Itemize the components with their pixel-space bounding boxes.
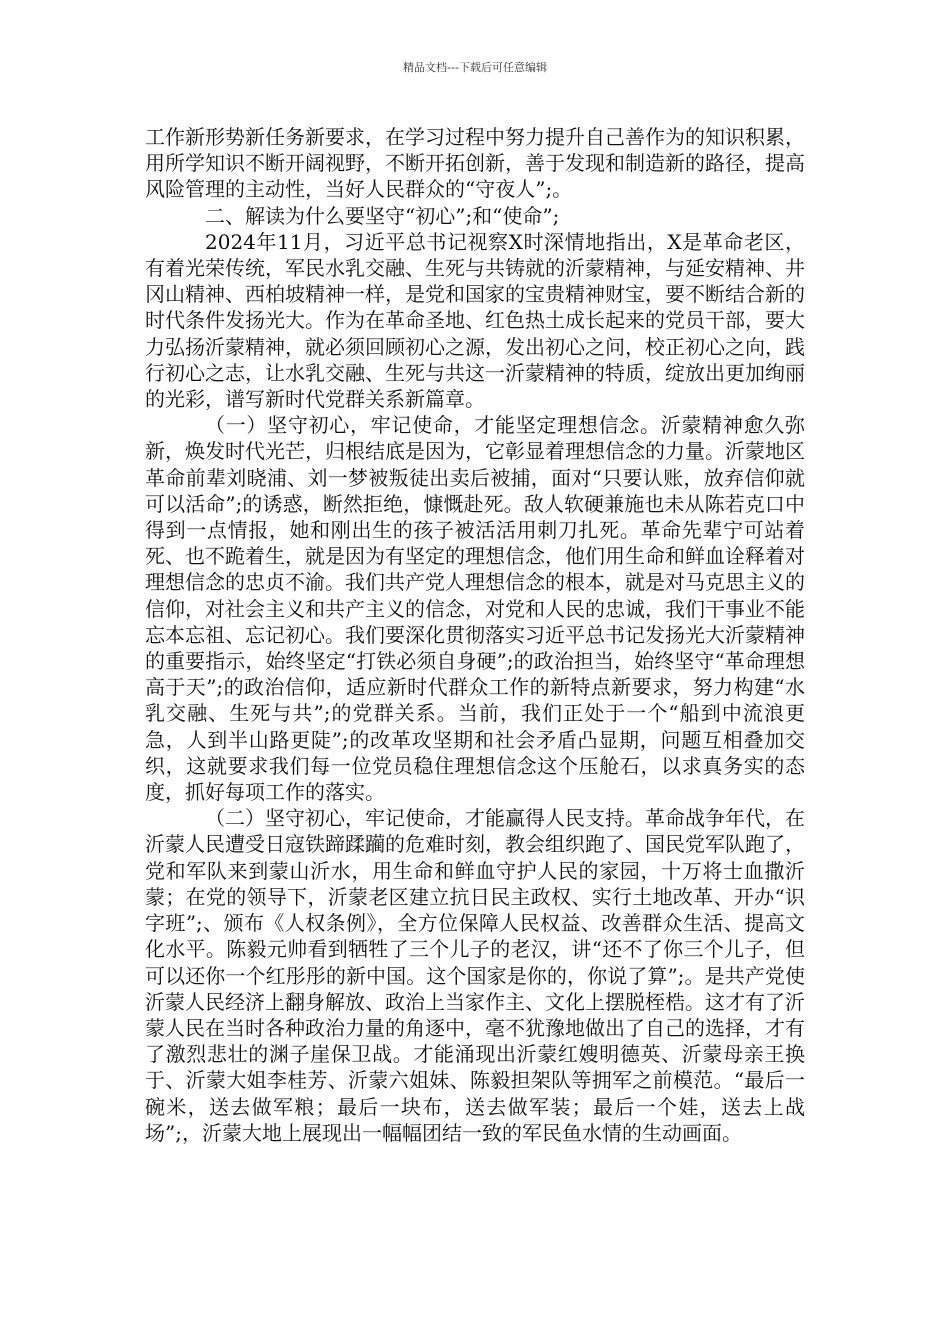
paragraph-point-two: （二）坚守初心，牢记使命，才能赢得人民支持。革命战争年代，在沂蒙人民遭受日寇铁蹄蹂躏的危难时刻，教会组织跑了、国民党军队跑了，党和军队来到蒙山沂水，用生命和鲜血守护人民的家园，十万将士血撒沂蒙；在党的领导下，沂蒙老区建立抗日民主政权、实行土地改革、开办“识字班”;、颁布《人权条例》，全方位保障人民权益、改善群众生活、提高文化水平。陈毅元帅看到牺牲了三个儿子的老汉，讲“还不了你三个儿子，但可以还你一个红彤彤的新中国。这个国家是你的，你说了算”;。是共产党使沂蒙人民经济上翻身解放、政治上当家作主、文化上摆脱桎梏。这才有了沂蒙人民在当时各种政治力量的角逐中，毫不犹豫地做出了自己的选择，才有了激烈悲壮的渊子崖保卫战。才能涌现出沂蒙红嫂明德英、沂蒙母亲王换于、沂蒙大姐李桂芳、沂蒙六姐妹、陈毅担架队等拥军之前模范。“最后一碗米，送去做军粮；最后一块布，送去做军装；最后一个娃，送去上战场”;，沂蒙大地上展现出一幅幅团结一致的军民鱼水情的生动画面。: [145, 806, 805, 1145]
paragraph-continuation: 工作新形势新任务新要求，在学习过程中努力提升自己善作为的知识积累，用所学知识不断开阔视野，不断开拓创新，善于发现和制造新的路径，提高风险管理的主动性，当好人民群众的“守夜人”;。: [145, 125, 805, 202]
page-header: 精品文档---下载后可任意编辑: [403, 61, 547, 74]
document-body: [145, 124, 805, 1146]
section-heading: 二、解读为什么要坚守“初心”;和“使命”;: [205, 203, 560, 228]
paragraph-point-one: （一）坚守初心，牢记使命，才能坚定理想信念。沂蒙精神愈久弥新，焕发时代光芒，归根结底是因为，它彰显着理想信念的力量。沂蒙地区革命前辈刘晓浦、刘一梦被叛徒出卖后被捕，面对“只要认账，放弃信仰就可以活命”;的诱惑，断然拒绝，慷慨赴死。敌人软硬兼施也未从陈若克口中得到一点情报，她和刚出生的孩子被活活用刺刀扎死。革命先辈宁可站着死、也不跪着生，就是因为有坚定的理想信念，他们用生命和鲜血诠释着对理想信念的忠贞不渝。我们共产党人理想信念的根本，就是对马克思主义的信仰，对社会主义和共产主义的信念，对党和人民的忠诚，我们干事业不能忘本忘祖、忘记初心。我们要深化贯彻落实习近平总书记发扬光大沂蒙精神的重要指示，始终坚定“打铁必须自身硬”;的政治担当，始终坚守“革命理想高于天”;的政治信仰，适应新时代群众工作的新特点新要求，努力构建“水乳交融、生死与共”;的党群关系。当前，我们正处于一个“船到中流浪更急，人到半山路更陡”;的改革攻坚期和社会矛盾凸显期，问题互相叠加交织，这就要求我们每一位党员稳住理想信念这个压舱石，以求真务实的态度，抓好每项工作的落实。: [145, 413, 805, 805]
paragraph-intro: 2024年11月，习近平总书记视察X时深情地指出，X是革命老区，有着光荣传统，军民水乳交融、生死与共铸就的沂蒙精神，与延安精神、井冈山精神、西柏坡精神一样，是党和国家的宝贵精神财宝，要不断结合新的时代条件发扬光大。作为在革命圣地、红色热土成长起来的党员干部，要大力弘扬沂蒙精神，就必须回顾初心之源，发出初心之问，校正初心之向，践行初心之志，让水乳交融、生死与共这一沂蒙精神的特质，绽放出更加绚丽的光彩，谱写新时代党群关系新篇章。: [145, 229, 805, 412]
